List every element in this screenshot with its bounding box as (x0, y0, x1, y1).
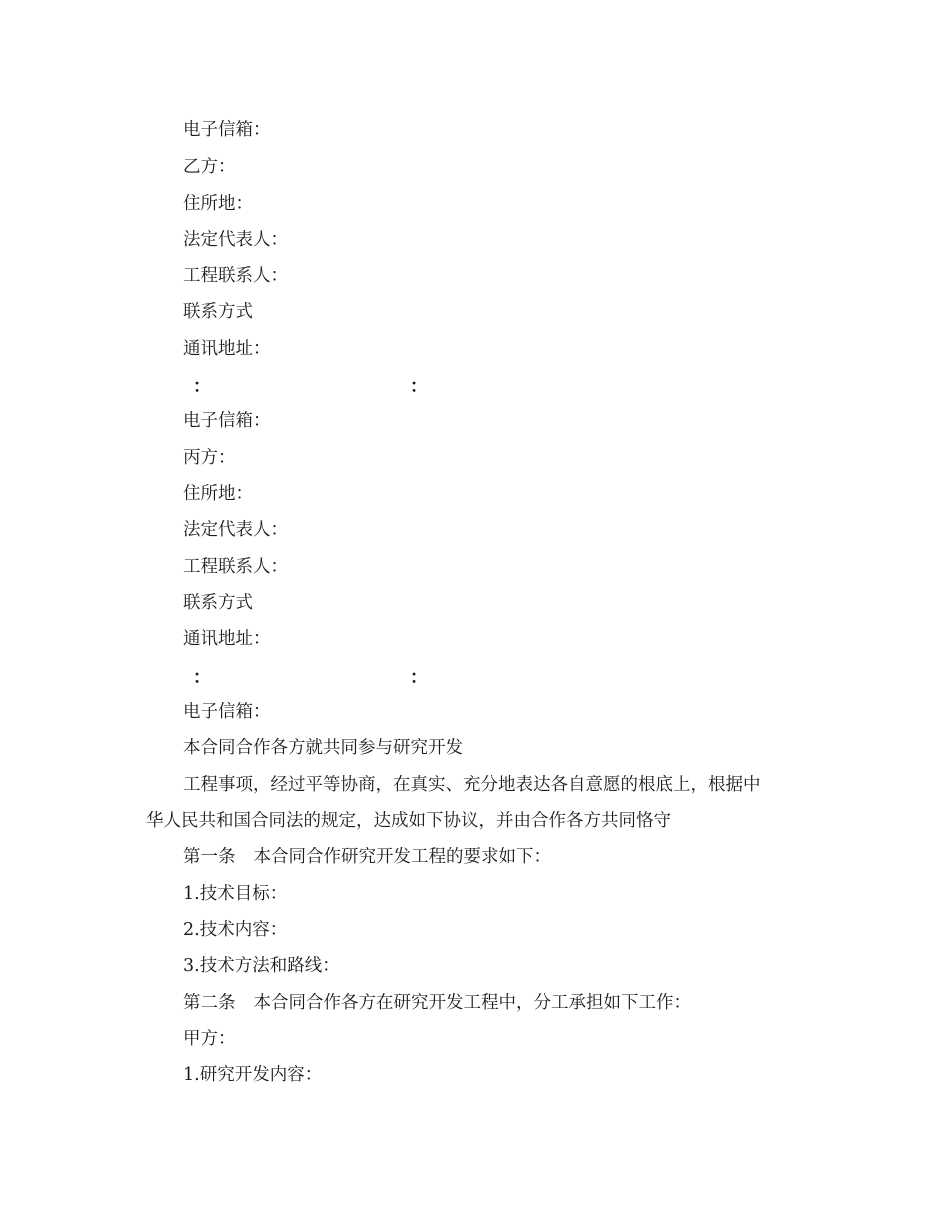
mailing-address-label-c: 通讯地址： (183, 629, 271, 649)
field-colon-c-1: ： (193, 668, 211, 688)
legal-rep-label-c: 法定代表人： (183, 520, 288, 540)
email-label-a: 电子信箱： (183, 120, 271, 140)
article-1-item-2: 2.技术内容： (183, 920, 288, 940)
article-1-heading (183, 845, 551, 869)
contact-method-label-b: 联系方式 (183, 302, 253, 322)
field-colon-b-2: ： (410, 377, 428, 397)
article-1-text: 本合同合作研究开发工程的要求如下： (253, 847, 551, 867)
party-b-label: 乙方： (183, 157, 236, 177)
address-label-c: 住所地： (183, 484, 253, 504)
paragraph-line-1: 工程事项，经过平等协商，在真实、充分地表达各自意愿的根底上，根据中 (183, 775, 761, 795)
mailing-address-label-b: 通讯地址： (183, 339, 271, 359)
contact-method-label-c: 联系方式 (183, 593, 253, 613)
article-1-item-3: 3.技术方法和路线： (183, 956, 340, 976)
paragraph-line-2: 华人民共和国合同法的规定，达成如下协议，并由合作各方共同恪守 (146, 811, 671, 831)
party-c-label: 丙方： (183, 448, 236, 468)
contract-intro-line: 本合同合作各方就共同参与研究开发 (183, 738, 463, 758)
legal-rep-label-b: 法定代表人： (183, 230, 288, 250)
project-contact-label-b: 工程联系人： (183, 266, 288, 286)
email-label-c: 电子信箱： (183, 702, 271, 722)
field-colon-b-1: ： (193, 377, 211, 397)
article-1-label: 第一条 (183, 847, 236, 867)
email-label-b: 电子信箱： (183, 411, 271, 431)
article-2-label: 第二条 (183, 993, 236, 1013)
article-2-item-1: 1.研究开发内容： (183, 1065, 323, 1085)
article-2-text: 本合同合作各方在研究开发工程中，分工承担如下工作： (253, 993, 691, 1013)
project-contact-label-c: 工程联系人： (183, 557, 288, 577)
article-2-heading (183, 991, 691, 1015)
field-colon-c-2: ： (410, 668, 428, 688)
address-label-b: 住所地： (183, 194, 253, 214)
article-1-item-1: 1.技术目标： (183, 884, 288, 904)
party-a-label: 甲方： (183, 1029, 236, 1049)
